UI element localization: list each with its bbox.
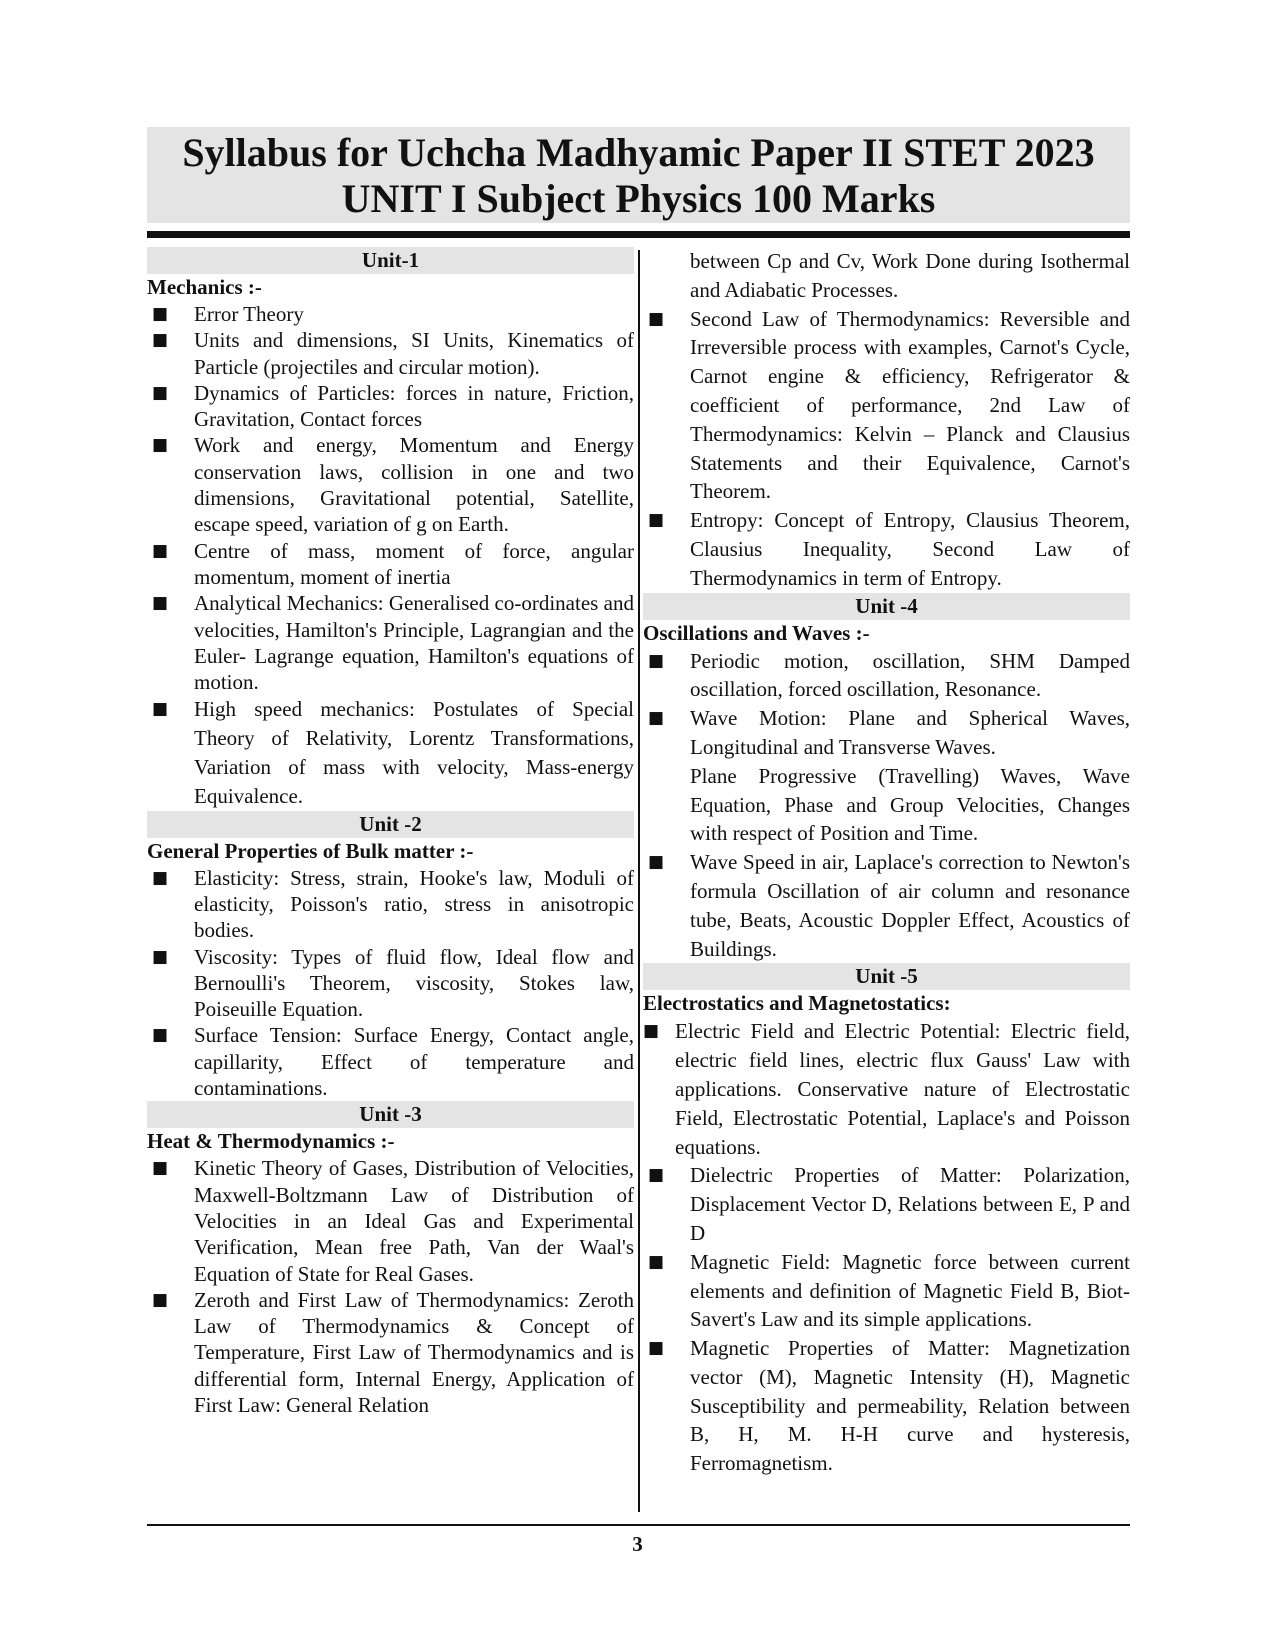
list-item: ■ Viscosity: Types of fluid flow, Ideal flow and Bernoulli's Theorem, viscosity, Stokes law, Poiseuille Equation.	[152, 944, 634, 1022]
bullet-icon: ■	[152, 330, 169, 351]
unit-2-section-title: General Properties of Bulk matter :-	[147, 838, 474, 863]
list-item: ■ Elasticity: Stress, strain, Hooke's law, Moduli of elasticity, Poisson's ratio, stress in anisotropic bodies.	[152, 865, 634, 943]
title-line-2: UNIT I Subject Physics 100 Marks	[341, 176, 936, 221]
title-rule	[147, 231, 1130, 238]
unit-5-section-title: Electrostatics and Magnetostatics:	[643, 991, 951, 1016]
list-item: ■ High speed mechanics: Postulates of Special Theory of Relativity, Lorentz Transformations, Variation of mass with velocity, Mass-energy Equivalence.	[152, 697, 634, 808]
list-item: ■ Dynamics of Particles: forces in nature, Friction, Gravitation, Contact forces	[152, 380, 634, 432]
bullet-icon: ■	[648, 1338, 665, 1359]
page-title	[147, 127, 1130, 223]
bullet-icon: ■	[152, 1158, 169, 1179]
bullet-icon: ■	[152, 946, 169, 967]
unit-5-list	[643, 1017, 1130, 1478]
bullet-icon: ■	[152, 593, 169, 614]
bullet-icon: ■	[648, 650, 665, 671]
list-item: ■ Work and energy, Momentum and Energy conservation laws, collision in one and two dimensions, Gravitational potential, Satellite, escape speed, variation of g on Earth.	[152, 433, 634, 537]
unit-4-section-title: Oscillations and Waves :-	[643, 620, 870, 645]
list-item: ■ Wave Motion: Plane and Spherical Waves, Longitudinal and Transverse Waves.	[648, 706, 1130, 759]
bullet-icon: ■	[152, 435, 169, 456]
list-item: ■ Units and dimensions, SI Units, Kinematics of Particle (projectiles and circular motion).	[152, 328, 634, 379]
unit-5-heading: Unit -5	[643, 963, 1130, 990]
unit-4-list-more	[643, 848, 1130, 963]
column-divider	[638, 250, 640, 1512]
list-item: ■ Wave Speed in air, Laplace's correction to Newton's formula Oscillation of air column and resonance tube, Beats, Acoustic Doppler Effect, Acoustics of Buildings.	[648, 850, 1130, 961]
list-item: ■ Error Theory	[152, 302, 304, 326]
unit-4-list	[643, 647, 1130, 762]
bullet-icon: ■	[648, 1251, 665, 1272]
left-column	[147, 247, 634, 1418]
unit-3-continuation: between Cp and Cv, Work Done during Isothermal and Adiabatic Processes.	[690, 249, 1130, 302]
bullet-icon: ■	[152, 867, 169, 888]
list-item: ■ Entropy: Concept of Entropy, Clausius Theorem, Clausius Inequality, Second Law of Thermodynamics in term of Entropy.	[648, 508, 1130, 590]
bullet-icon: ■	[152, 1289, 169, 1310]
bullet-icon: ■	[643, 1021, 660, 1042]
page-number: 3	[632, 1532, 643, 1556]
unit-3-list	[147, 1155, 634, 1418]
list-item: ■ Surface Tension: Surface Energy, Contact angle, capillarity, Effect of temperature and contaminations.	[152, 1023, 634, 1101]
bullet-icon: ■	[648, 852, 665, 873]
list-item: ■ Magnetic Field: Magnetic force between current elements and definition of Magnetic Field B, Biot-Savert's Law and its simple applications.	[648, 1249, 1130, 1332]
list-item: ■ Analytical Mechanics: Generalised co-ordinates and velocities, Hamilton's Principle, Lagrangian and the Euler- Lagrange equation, Hamilton's equations of motion.	[152, 591, 634, 695]
title-line-1: Syllabus for Uchcha Madhyamic Paper II STET 2023	[182, 130, 1095, 175]
list-item: ■ Dielectric Properties of Matter: Polarization, Displacement Vector D, Relations between E, P and D	[648, 1163, 1130, 1245]
list-item: ■ Zeroth and First Law of Thermodynamics: Zeroth Law of Thermodynamics & Concept of Temperature, First Law of Thermodynamics and is differential form, Internal Energy, Application of First Law: General Relation	[152, 1287, 634, 1417]
list-item: ■ Second Law of Thermodynamics: Reversible and Irreversible process with examples, Carnot's Cycle, Carnot engine & efficiency, Refrigerator & coefficient of performance, 2nd Law of Thermodynamics: Kelvin – Planck and Clausius Statements and their Equivalence, Carnot's Theorem.	[648, 306, 1130, 504]
bullet-icon: ■	[152, 382, 169, 403]
bullet-icon: ■	[648, 308, 665, 329]
bullet-icon: ■	[152, 699, 169, 720]
unit-2-list	[147, 865, 634, 1102]
list-item: ■ Centre of mass, moment of force, angular momentum, moment of inertia	[152, 538, 634, 589]
unit-4-heading: Unit -4	[643, 593, 1130, 620]
right-column	[643, 247, 1130, 1478]
bullet-icon: ■	[648, 1165, 665, 1186]
list-item: ■ Kinetic Theory of Gases, Distribution of Velocities, Maxwell-Boltzmann Law of Distribution of Velocities in an Ideal Gas and Experimental Verification, Mean free Path, Van der Waal's Equation of State for Real Gases.	[152, 1156, 634, 1286]
unit-1-heading: Unit-1	[147, 247, 634, 274]
list-item: ■ Magnetic Properties of Matter: Magnetization vector (M), Magnetic Intensity (H), Magnetic Susceptibility and permeability, Relation between B, H, M. H-H curve and hysteresis, Ferromagnetism.	[648, 1336, 1130, 1476]
unit-1-list	[147, 301, 634, 811]
bullet-icon: ■	[648, 708, 665, 729]
unit-3-list-continued	[643, 305, 1130, 593]
unit-3-heading: Unit -3	[147, 1101, 634, 1128]
bullet-icon: ■	[648, 510, 665, 531]
unit-2-heading: Unit -2	[147, 811, 634, 838]
unit-4-note: Plane Progressive (Travelling) Waves, Wave Equation, Phase and Group Velocities, Changes with respect of Position and Time.	[690, 763, 1130, 846]
unit-1-section-title: Mechanics :-	[147, 275, 262, 299]
bullet-icon: ■	[152, 1025, 169, 1046]
bullet-icon: ■	[152, 540, 169, 561]
footer-rule	[147, 1524, 1130, 1526]
list-item: ■ Periodic motion, oscillation, SHM Damped oscillation, forced oscillation, Resonance.	[648, 648, 1130, 702]
bullet-icon: ■	[152, 304, 169, 324]
list-item: ■ Electric Field and Electric Potential: Electric field, electric field lines, electric flux Gauss' Law with applications. Conservative nature of Electrostatic Field, Electrostatic Potential, Laplace's and Poisson equations.	[643, 1019, 1130, 1159]
unit-3-section-title: Heat & Thermodynamics :-	[147, 1129, 395, 1154]
